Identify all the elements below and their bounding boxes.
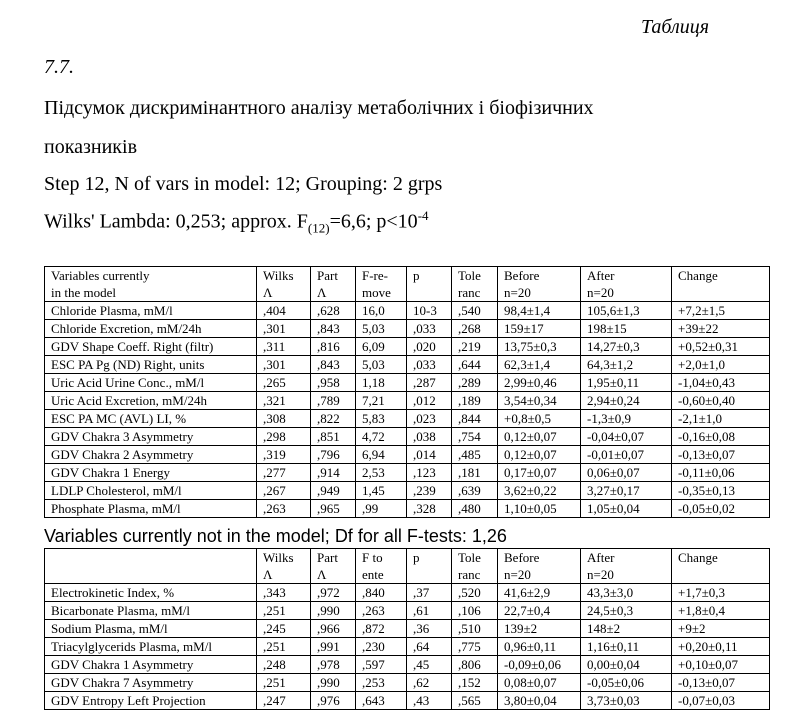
table-cell: 6,94 — [356, 446, 407, 464]
table-cell: ,404 — [257, 302, 311, 320]
table-cell: GDV Entropy Left Projection — [45, 692, 257, 710]
header-cell: p — [407, 549, 452, 584]
table-cell: ,965 — [311, 500, 356, 518]
header-cell: F to ente — [356, 549, 407, 584]
table-cell: ,106 — [452, 602, 498, 620]
table-row — [45, 656, 770, 674]
table-cell: ,301 — [257, 356, 311, 374]
table-cell: GDV Chakra 1 Energy — [45, 464, 257, 482]
table-cell: ,754 — [452, 428, 498, 446]
table-cell: ,023 — [407, 410, 452, 428]
table-cell: 3,27±0,17 — [581, 482, 672, 500]
table-cell: -0,11±0,06 — [672, 464, 770, 482]
table-cell: 22,7±0,4 — [498, 602, 581, 620]
header-cell: After n=20 — [581, 267, 672, 302]
header-cell: Before n=20 — [498, 549, 581, 584]
table-cell: ,287 — [407, 374, 452, 392]
header-cell: Change — [672, 549, 770, 584]
table-cell: 3,54±0,34 — [498, 392, 581, 410]
table-cell: 0,17±0,07 — [498, 464, 581, 482]
table-cell: 1,95±0,11 — [581, 374, 672, 392]
table-cell: -0,05±0,02 — [672, 500, 770, 518]
table-row — [45, 410, 770, 428]
table-cell: ,789 — [311, 392, 356, 410]
table-cell: 2,53 — [356, 464, 407, 482]
table-cell: ,343 — [257, 584, 311, 602]
table-cell: ,628 — [311, 302, 356, 320]
wilks-lambda-line: Wilks' Lambda: 0,253; approx. $F_{(12)}=6,6$; $p<10^{-4}$ — [44, 208, 429, 236]
table-cell: ,328 — [407, 500, 452, 518]
table-cell: ,014 — [407, 446, 452, 464]
table-row — [45, 620, 770, 638]
table-cell: ,319 — [257, 446, 311, 464]
table-cell: 1,05±0,04 — [581, 500, 672, 518]
table-cell: ,64 — [407, 638, 452, 656]
table-cell: ,263 — [257, 500, 311, 518]
table-cell: 2,94±0,24 — [581, 392, 672, 410]
table-cell: +1,8±0,4 — [672, 602, 770, 620]
table-cell: Chloride Excretion, mM/24h — [45, 320, 257, 338]
table-cell: 0,12±0,07 — [498, 446, 581, 464]
table-cell: 24,5±0,3 — [581, 602, 672, 620]
table-cell: ,267 — [257, 482, 311, 500]
table-cell: -1,04±0,43 — [672, 374, 770, 392]
table-cell: ,990 — [311, 674, 356, 692]
table-row — [45, 692, 770, 710]
table-cell: +1,7±0,3 — [672, 584, 770, 602]
table-cell: 10-3 — [407, 302, 452, 320]
table-cell: ,033 — [407, 320, 452, 338]
table-cell: -0,16±0,08 — [672, 428, 770, 446]
table-cell: ,972 — [311, 584, 356, 602]
table-cell: ,485 — [452, 446, 498, 464]
table-cell: ,253 — [356, 674, 407, 692]
table-cell: 1,16±0,11 — [581, 638, 672, 656]
table-cell: 105,6±1,3 — [581, 302, 672, 320]
table-cell: ,247 — [257, 692, 311, 710]
table-cell: ,480 — [452, 500, 498, 518]
header-cell: Before n=20 — [498, 267, 581, 302]
table-cell: ,45 — [407, 656, 452, 674]
table-cell: 3,73±0,03 — [581, 692, 672, 710]
table-cell: +39±22 — [672, 320, 770, 338]
table-cell: 1,10±0,05 — [498, 500, 581, 518]
step-line: Step 12, N of vars in model: 12; Grouping: 2 grps — [44, 173, 443, 195]
table-cell: LDLP Cholesterol, mM/l — [45, 482, 257, 500]
header-cell: Wilks Λ — [257, 267, 311, 302]
section-2-title: Variables currently not in the model; Df for all F-tests: 1,26 — [44, 526, 507, 546]
table-cell: 0,96±0,11 — [498, 638, 581, 656]
table-cell: ,152 — [452, 674, 498, 692]
table-cell: ,289 — [452, 374, 498, 392]
table-cell: 7,21 — [356, 392, 407, 410]
table-cell: ,62 — [407, 674, 452, 692]
table-cell: ,263 — [356, 602, 407, 620]
table-cell: ,298 — [257, 428, 311, 446]
table-cell: 5,83 — [356, 410, 407, 428]
header-cell: p — [407, 267, 452, 302]
table-cell: 41,6±2,9 — [498, 584, 581, 602]
table-cell: ,643 — [356, 692, 407, 710]
table-cell: +7,2±1,5 — [672, 302, 770, 320]
table-cell: -0,01±0,07 — [581, 446, 672, 464]
table-cell: GDV Chakra 1 Asymmetry — [45, 656, 257, 674]
table-cell: +0,8±0,5 — [498, 410, 581, 428]
table-cell: 0,12±0,07 — [498, 428, 581, 446]
table-cell: ,565 — [452, 692, 498, 710]
table-cell: 139±2 — [498, 620, 581, 638]
header-row — [45, 549, 770, 584]
table-cell: Uric Acid Excretion, mM/24h — [45, 392, 257, 410]
table-cell: ,181 — [452, 464, 498, 482]
table-cell: ,540 — [452, 302, 498, 320]
table-cell: ,301 — [257, 320, 311, 338]
table-row — [45, 428, 770, 446]
table-row — [45, 446, 770, 464]
table-cell: 0,00±0,04 — [581, 656, 672, 674]
table-cell: ,251 — [257, 638, 311, 656]
table-cell: ,796 — [311, 446, 356, 464]
table-row — [45, 638, 770, 656]
table-cell: Phosphate Plasma, mM/l — [45, 500, 257, 518]
table-row — [45, 338, 770, 356]
table-cell: ,248 — [257, 656, 311, 674]
table-cell: ,843 — [311, 320, 356, 338]
header-cell: Part Λ — [311, 549, 356, 584]
table-cell: ,43 — [407, 692, 452, 710]
table-cell: GDV Chakra 7 Asymmetry — [45, 674, 257, 692]
table-cell: -2,1±1,0 — [672, 410, 770, 428]
table-cell: 0,08±0,07 — [498, 674, 581, 692]
table-cell: -0,05±0,06 — [581, 674, 672, 692]
table-cell: Bicarbonate Plasma, mM/l — [45, 602, 257, 620]
table-row — [45, 584, 770, 602]
table-cell: +9±2 — [672, 620, 770, 638]
table-cell: ,914 — [311, 464, 356, 482]
table-cell: +0,10±0,07 — [672, 656, 770, 674]
table-cell: ,843 — [311, 356, 356, 374]
table-row — [45, 674, 770, 692]
table-cell: ,012 — [407, 392, 452, 410]
header-cell: Wilks Λ — [257, 549, 311, 584]
table-cell: ,510 — [452, 620, 498, 638]
table-cell: ,991 — [311, 638, 356, 656]
table-row — [45, 482, 770, 500]
title-line-2: показників — [44, 136, 138, 158]
excluded-variables-table — [44, 548, 770, 710]
table-cell: ,268 — [452, 320, 498, 338]
table-cell: 98,4±1,4 — [498, 302, 581, 320]
table-cell: ,644 — [452, 356, 498, 374]
table-cell: -0,35±0,13 — [672, 482, 770, 500]
table-cell: ,872 — [356, 620, 407, 638]
table-cell: ,245 — [257, 620, 311, 638]
table-cell: ,265 — [257, 374, 311, 392]
table-cell: ,239 — [407, 482, 452, 500]
table-cell: 62,3±1,4 — [498, 356, 581, 374]
table-cell: ,840 — [356, 584, 407, 602]
table-cell: Chloride Plasma, mM/l — [45, 302, 257, 320]
table-row — [45, 602, 770, 620]
table-cell: +0,20±0,11 — [672, 638, 770, 656]
header-cell: Tole ranc — [452, 549, 498, 584]
table-cell: -1,3±0,9 — [581, 410, 672, 428]
table-cell: ,308 — [257, 410, 311, 428]
table-row — [45, 392, 770, 410]
table-cell: ,219 — [452, 338, 498, 356]
table-cell: 2,99±0,46 — [498, 374, 581, 392]
table-cell: 5,03 — [356, 320, 407, 338]
table-cell: -0,13±0,07 — [672, 674, 770, 692]
table-cell: 64,3±1,2 — [581, 356, 672, 374]
table-cell: ,37 — [407, 584, 452, 602]
table-row — [45, 302, 770, 320]
table-cell: Triacylglycerids Plasma, mM/l — [45, 638, 257, 656]
table-cell: ,277 — [257, 464, 311, 482]
table-cell: ,958 — [311, 374, 356, 392]
table-cell: ,230 — [356, 638, 407, 656]
table-cell: 14,27±0,3 — [581, 338, 672, 356]
table-cell: ,36 — [407, 620, 452, 638]
header-cell: F-re- move — [356, 267, 407, 302]
header-cell — [45, 549, 257, 584]
table-cell: ,321 — [257, 392, 311, 410]
table-cell: -0,09±0,06 — [498, 656, 581, 674]
table-cell: 3,62±0,22 — [498, 482, 581, 500]
table-cell: +2,0±1,0 — [672, 356, 770, 374]
title-line-1: Підсумок дискримінантного аналізу метаболічних і біофізичних — [44, 97, 594, 119]
header-cell: Change — [672, 267, 770, 302]
table-cell: 3,80±0,04 — [498, 692, 581, 710]
table-cell: ,311 — [257, 338, 311, 356]
table-cell: GDV Shape Coeff. Right (filtr) — [45, 338, 257, 356]
table-cell: ,990 — [311, 602, 356, 620]
table-row — [45, 464, 770, 482]
table-cell: 13,75±0,3 — [498, 338, 581, 356]
table-cell: ,639 — [452, 482, 498, 500]
header-cell: Part Λ — [311, 267, 356, 302]
table-cell: 6,09 — [356, 338, 407, 356]
table-cell: ,123 — [407, 464, 452, 482]
model-variables-table — [44, 266, 770, 518]
table-cell: 0,06±0,07 — [581, 464, 672, 482]
table-cell: ,844 — [452, 410, 498, 428]
table-cell: 4,72 — [356, 428, 407, 446]
table-cell: ,851 — [311, 428, 356, 446]
table-cell: -0,07±0,03 — [672, 692, 770, 710]
table-cell: Electrokinetic Index, % — [45, 584, 257, 602]
table-label: Таблиця — [641, 16, 709, 38]
header-row — [45, 267, 770, 302]
table-cell: ESC PA MC (AVL) LI, % — [45, 410, 257, 428]
table-cell: ,61 — [407, 602, 452, 620]
table-cell: ,189 — [452, 392, 498, 410]
table-cell: +0,52±0,31 — [672, 338, 770, 356]
table-cell: ESC PA Pg (ND) Right, units — [45, 356, 257, 374]
table-cell: 159±17 — [498, 320, 581, 338]
header-cell: Tole ranc — [452, 267, 498, 302]
table-cell: Sodium Plasma, mM/l — [45, 620, 257, 638]
table-cell: ,976 — [311, 692, 356, 710]
table-cell: -0,13±0,07 — [672, 446, 770, 464]
table-cell: 198±15 — [581, 320, 672, 338]
table-cell: 5,03 — [356, 356, 407, 374]
table-cell: ,978 — [311, 656, 356, 674]
table-cell: GDV Chakra 2 Asymmetry — [45, 446, 257, 464]
table-cell: GDV Chakra 3 Asymmetry — [45, 428, 257, 446]
table-cell: Uric Acid Urine Conc., mM/l — [45, 374, 257, 392]
header-cell: Variables currently in the model — [45, 267, 257, 302]
table-cell: ,251 — [257, 602, 311, 620]
table-cell: 148±2 — [581, 620, 672, 638]
table-cell: ,99 — [356, 500, 407, 518]
table-row — [45, 374, 770, 392]
table-number: 7.7. — [44, 56, 74, 78]
table-cell: -0,60±0,40 — [672, 392, 770, 410]
table-cell: 1,18 — [356, 374, 407, 392]
table-cell: -0,04±0,07 — [581, 428, 672, 446]
table-cell: ,020 — [407, 338, 452, 356]
table-row — [45, 356, 770, 374]
table-cell: ,251 — [257, 674, 311, 692]
table-cell: ,966 — [311, 620, 356, 638]
table-cell: ,822 — [311, 410, 356, 428]
table-cell: 43,3±3,0 — [581, 584, 672, 602]
table-cell: ,806 — [452, 656, 498, 674]
table-cell: 16,0 — [356, 302, 407, 320]
table-cell: 1,45 — [356, 482, 407, 500]
table-row — [45, 500, 770, 518]
table-cell: ,033 — [407, 356, 452, 374]
table-row — [45, 320, 770, 338]
table-cell: ,520 — [452, 584, 498, 602]
table-cell: ,597 — [356, 656, 407, 674]
table-cell: ,775 — [452, 638, 498, 656]
table-cell: ,038 — [407, 428, 452, 446]
table-cell: ,949 — [311, 482, 356, 500]
header-cell: After n=20 — [581, 549, 672, 584]
table-cell: ,816 — [311, 338, 356, 356]
